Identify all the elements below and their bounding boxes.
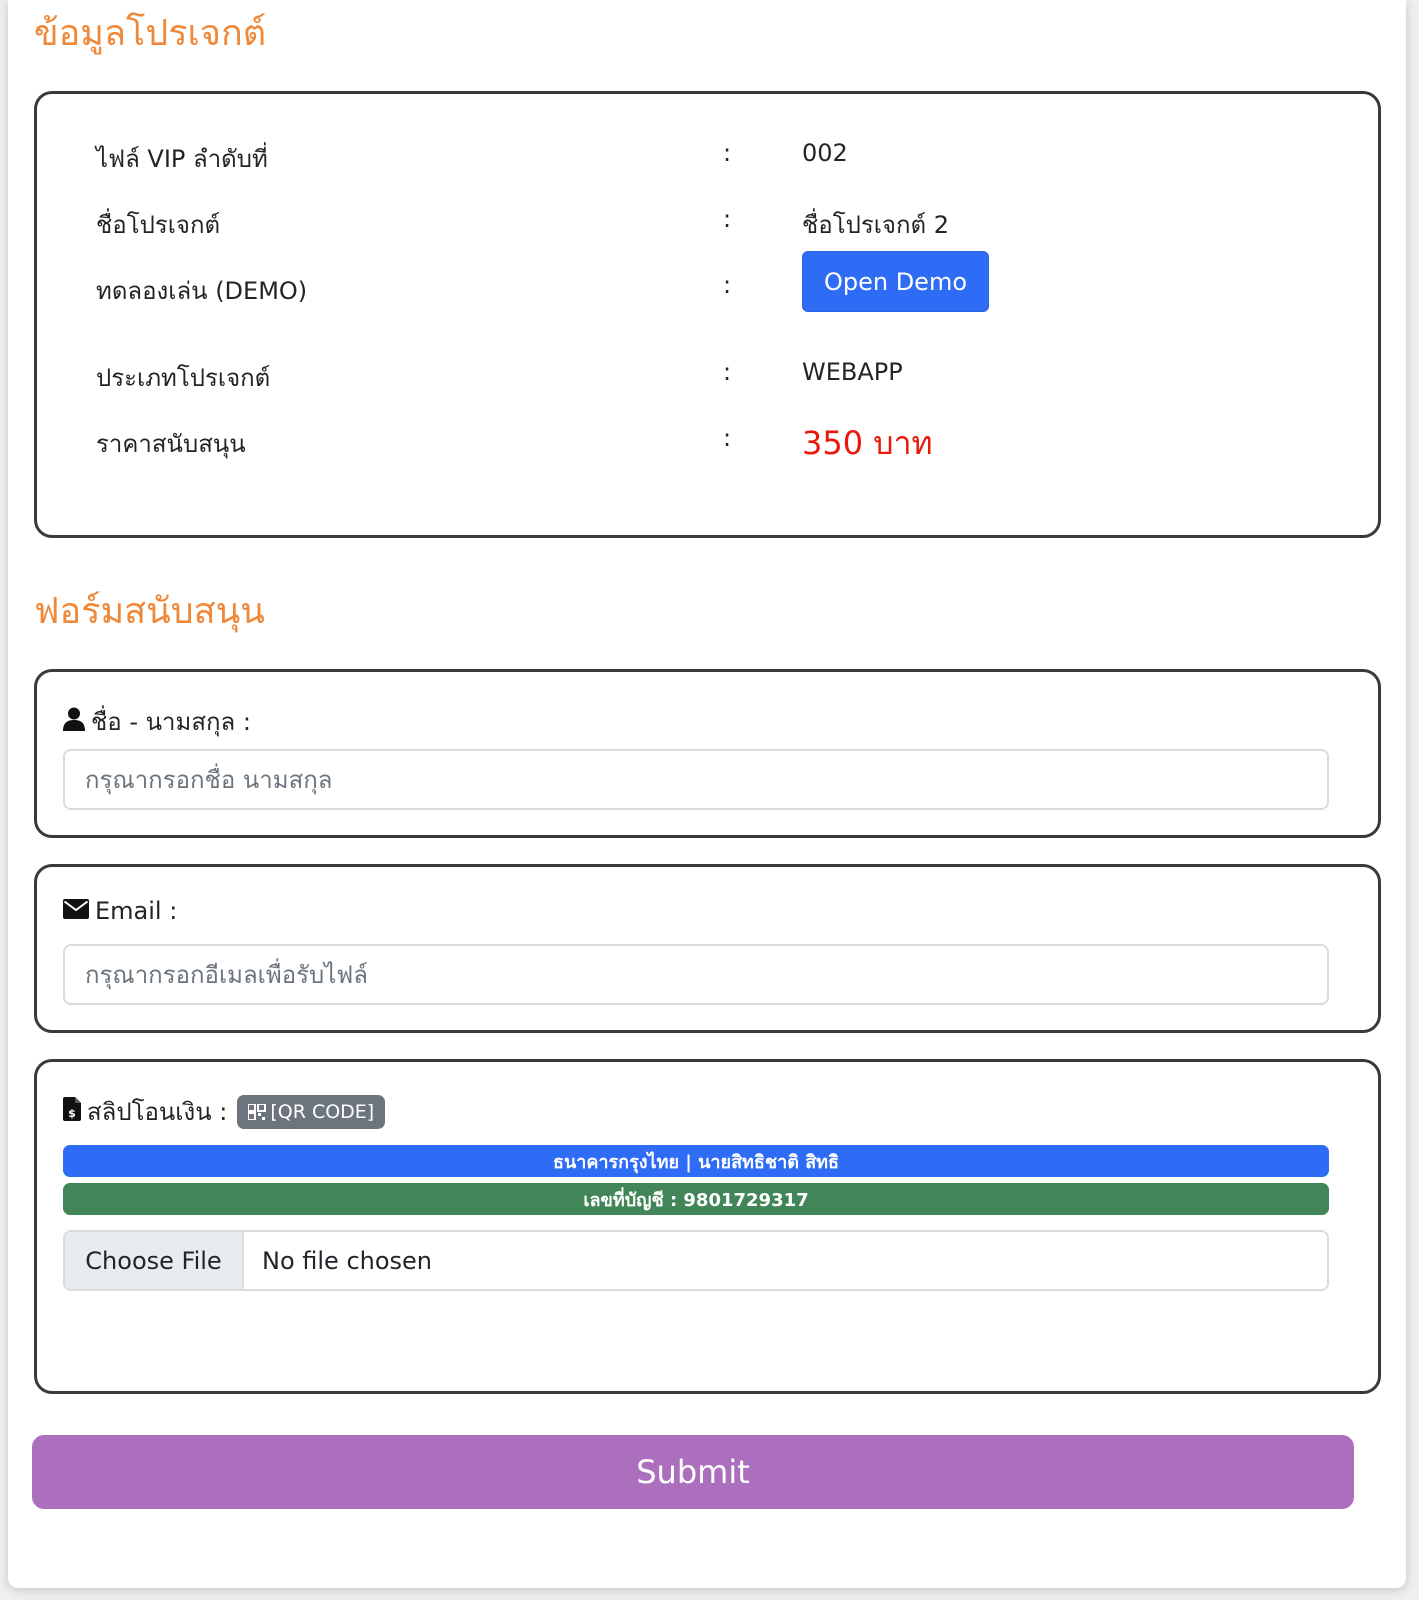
- project-type-colon: :: [723, 358, 732, 386]
- qrcode-icon: [248, 1104, 266, 1120]
- open-demo-button[interactable]: Open Demo: [802, 251, 989, 312]
- vip-number-colon: :: [723, 139, 732, 167]
- project-type-label: ประเภทโปรเจกต์: [96, 364, 271, 392]
- project-name-value: ชื่อโปรเจกต์ 2: [802, 211, 949, 239]
- qr-code-badge-label: [QR CODE]: [270, 1100, 375, 1123]
- project-name-colon: :: [723, 205, 732, 233]
- page-container: [8, 0, 1406, 1588]
- email-field-card: [34, 864, 1381, 1033]
- name-field-card: [34, 669, 1381, 838]
- info-row-price: [37, 424, 1378, 464]
- name-input[interactable]: [63, 749, 1329, 810]
- project-type-value: WEBAPP: [802, 358, 903, 386]
- file-status-text: No file chosen: [262, 1246, 433, 1275]
- project-info-title: ข้อมูลโปรเจกต์: [34, 13, 267, 54]
- slip-field-card: [34, 1059, 1381, 1394]
- account-number-bar: เลขที่บัญชี : 9801729317: [63, 1183, 1329, 1215]
- info-row-project-type: [37, 358, 1378, 398]
- file-invoice-dollar-icon: [63, 1097, 81, 1127]
- project-name-label: ชื่อโปรเจกต์: [96, 211, 221, 239]
- vip-number-label: ไฟล์ VIP ลำดับที่: [96, 145, 268, 173]
- slip-file-input[interactable]: [63, 1230, 1329, 1291]
- slip-field-label: สลิปโอนเงิน :: [87, 1098, 228, 1126]
- slip-field-label-row: [63, 1092, 385, 1131]
- vip-number-value: 002: [802, 139, 848, 167]
- email-input[interactable]: [63, 944, 1329, 1005]
- demo-label: ทดลองเล่น (DEMO): [96, 277, 308, 305]
- price-colon: :: [723, 424, 732, 452]
- qr-code-badge[interactable]: [237, 1095, 385, 1129]
- name-field-label: ชื่อ - นามสกุล :: [91, 708, 251, 736]
- project-info-card: [34, 91, 1381, 538]
- support-form-title: ฟอร์มสนับสนุน: [34, 591, 265, 632]
- demo-colon: :: [723, 271, 732, 299]
- name-field-label-row: [63, 702, 251, 741]
- info-row-project-name: [37, 205, 1378, 245]
- price-value: 350 บาท: [802, 424, 933, 462]
- bank-name-bar: ธนาคารกรุงไทย | นายสิทธิชาติ สิทธิ: [63, 1145, 1329, 1177]
- email-field-label-row: [63, 897, 177, 925]
- price-label: ราคาสนับสนุน: [96, 430, 246, 458]
- envelope-icon: [63, 897, 89, 925]
- email-field-label: Email :: [95, 897, 178, 925]
- info-row-vip-number: [37, 139, 1378, 179]
- choose-file-button[interactable]: Choose File: [65, 1232, 244, 1289]
- svg-text:$: $: [68, 1106, 76, 1120]
- info-row-demo: [37, 267, 1378, 311]
- submit-button[interactable]: Submit: [32, 1435, 1354, 1509]
- user-icon: [63, 707, 85, 737]
